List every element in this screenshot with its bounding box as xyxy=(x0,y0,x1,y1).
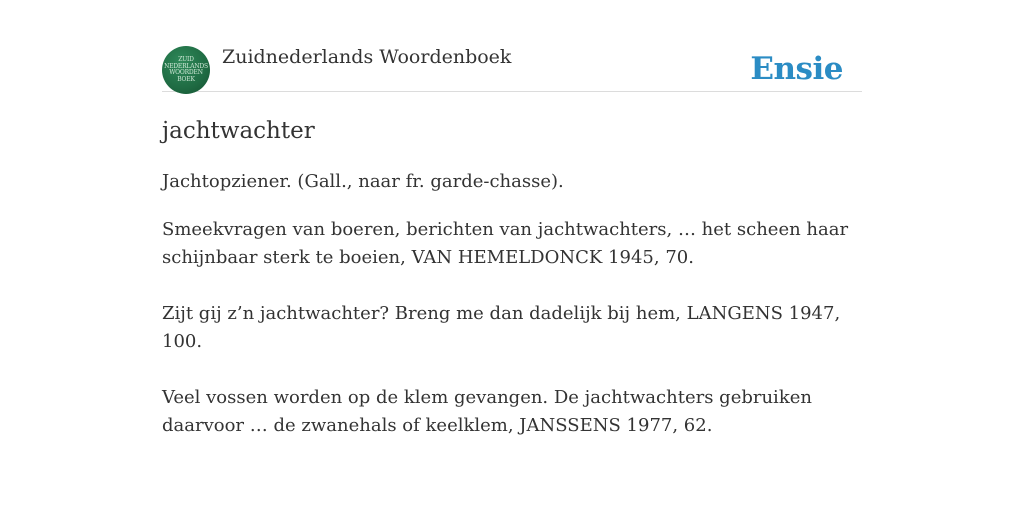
headword: jachtwachter xyxy=(162,118,315,144)
site-title[interactable]: Zuidnederlands Woordenboek xyxy=(222,46,512,68)
dictionary-logo[interactable] xyxy=(162,46,210,94)
site-header xyxy=(162,46,862,92)
example-quote: Veel vossen worden op de klem gevangen. De jachtwachters gebruiken daarvoor … de zwanehals of keelklem, JANSSENS 1977, 62. xyxy=(162,387,812,436)
logo-line: BOEK xyxy=(177,75,195,83)
example-quote: Smeekvragen van boeren, berichten van jachtwachters, … het scheen haar schijnbaar sterk te boeien, VAN HEMELDONCK 1945, 70. xyxy=(162,219,849,268)
logo-line: NEDERLANDS xyxy=(164,62,208,70)
logo-line: WOORDEN xyxy=(169,69,203,76)
brand-logo[interactable]: Ensie xyxy=(750,51,843,87)
definition: Jachtopziener. (Gall., naar fr. garde-chasse). xyxy=(162,171,564,192)
example-quote: Zijt gij z’n jachtwachter? Breng me dan dadelijk bij hem, LANGENS 1947, 100. xyxy=(162,303,841,352)
logo-line: ZUID xyxy=(178,56,194,63)
entry-card xyxy=(162,46,862,440)
